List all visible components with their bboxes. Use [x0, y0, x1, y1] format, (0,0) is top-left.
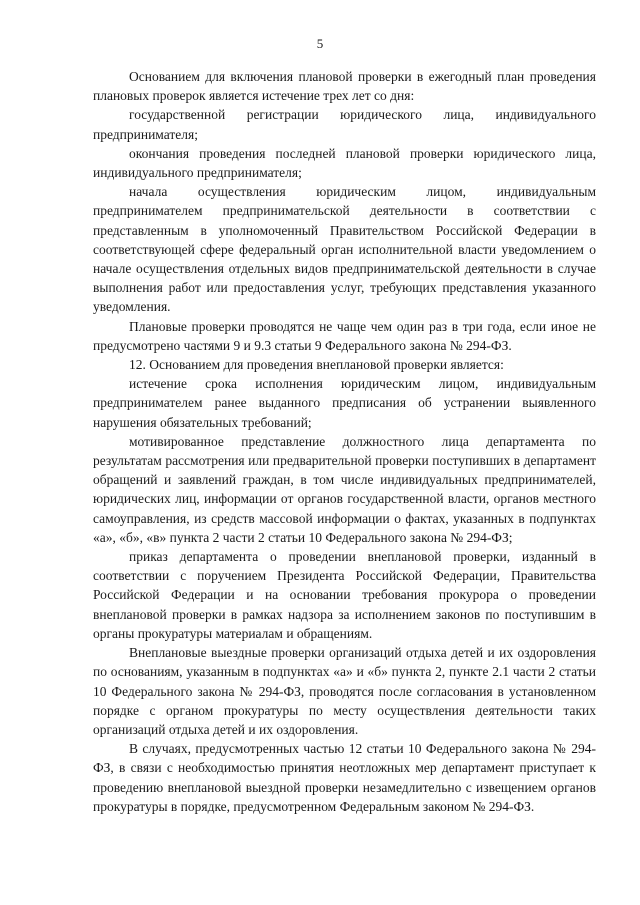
paragraph-inspection-frequency: Плановые проверки проводятся не чаще чем один раз в три года, если иное не предусмотрено частями 9 и 9.3 статьи 9 Федерального закона № 294-ФЗ.: [93, 318, 596, 353]
paragraph-planned-inspection-basis: Основанием для включения плановой проверки в ежегодный план проведения плановых проверок является истечение трех лет со дня:: [93, 69, 596, 104]
page-number: 5: [316, 36, 324, 51]
paragraph-activity-start: начала осуществления юридическим лицом, индивидуальным предпринимателем предпринимательской деятельности в соответствии с представленным в уполномоченный Правительством Российской Федерации в соответствующей сфере федеральный орган исполнительной власти уведомлением о начале осуществления отдельных видов предпринимательской деятельности в случае выполнения работ или предоставления услуг, требующих представления указанного уведомления.: [93, 184, 596, 315]
paragraph-unplanned-basis-heading: 12. Основанием для проведения внеплановой проверки является:: [129, 357, 504, 373]
paragraph-official-submission: мотивированное представление должностного лица департамента по результатам рассмотрения или предварительной проверки поступивших в департамент обращений и заявлений граждан, в том числе индивидуальных предпринимателей, юридических лиц, информации от органов государственной власти, органов местного самоуправления, из средств массовой информации о фактах, указанных в подпунктах «а», «б», «в» пункта 2 части 2 статьи 10 Федерального закона № 294-ФЗ;: [93, 433, 596, 545]
paragraph-department-order: приказ департамента о проведении внеплановой проверки, изданный в соответствии с поручением Президента Российской Федерации, Правительства Российской Федерации и на основании требования прокурора о проведении внеплановой проверки в рамках надзора за исполнением законов по поступившим в органы прокуратуры материалам и обращениям.: [93, 549, 596, 641]
paragraph-urgent-measures: В случаях, предусмотренных частью 12 статьи 10 Федерального закона № 294-ФЗ, в связи с необходимостью принятия неотложных мер департамент приступает к проведению внеплановой выездной проверки незамедлительно с извещением органов прокуратуры в порядке, предусмотренном Федеральным законом № 294-ФЗ.: [93, 741, 596, 814]
paragraph-order-expiry: истечение срока исполнения юридическим лицом, индивидуальным предпринимателем ранее выданного предписания об устранении выявленного нарушения обязательных требований;: [93, 376, 596, 430]
document-body: [93, 67, 596, 816]
paragraph-last-inspection-end: окончания проведения последней плановой проверки юридического лица, индивидуального предпринимателя;: [93, 145, 596, 181]
paragraph-children-recreation: Внеплановые выездные проверки организаций отдыха детей и их оздоровления по основаниям, указанным в подпунктах «а» и «б» пункта 2, пункте 2.1 части 2 статьи 10 Федерального закона № 294-ФЗ, проводятся после согласования в установленном порядке с органом прокуратуры по месту осуществления деятельности таких организаций отдыха детей и их оздоровления.: [93, 645, 596, 737]
paragraph-state-registration: государственной регистрации юридического лица, индивидуального предпринимателя;: [93, 107, 596, 142]
